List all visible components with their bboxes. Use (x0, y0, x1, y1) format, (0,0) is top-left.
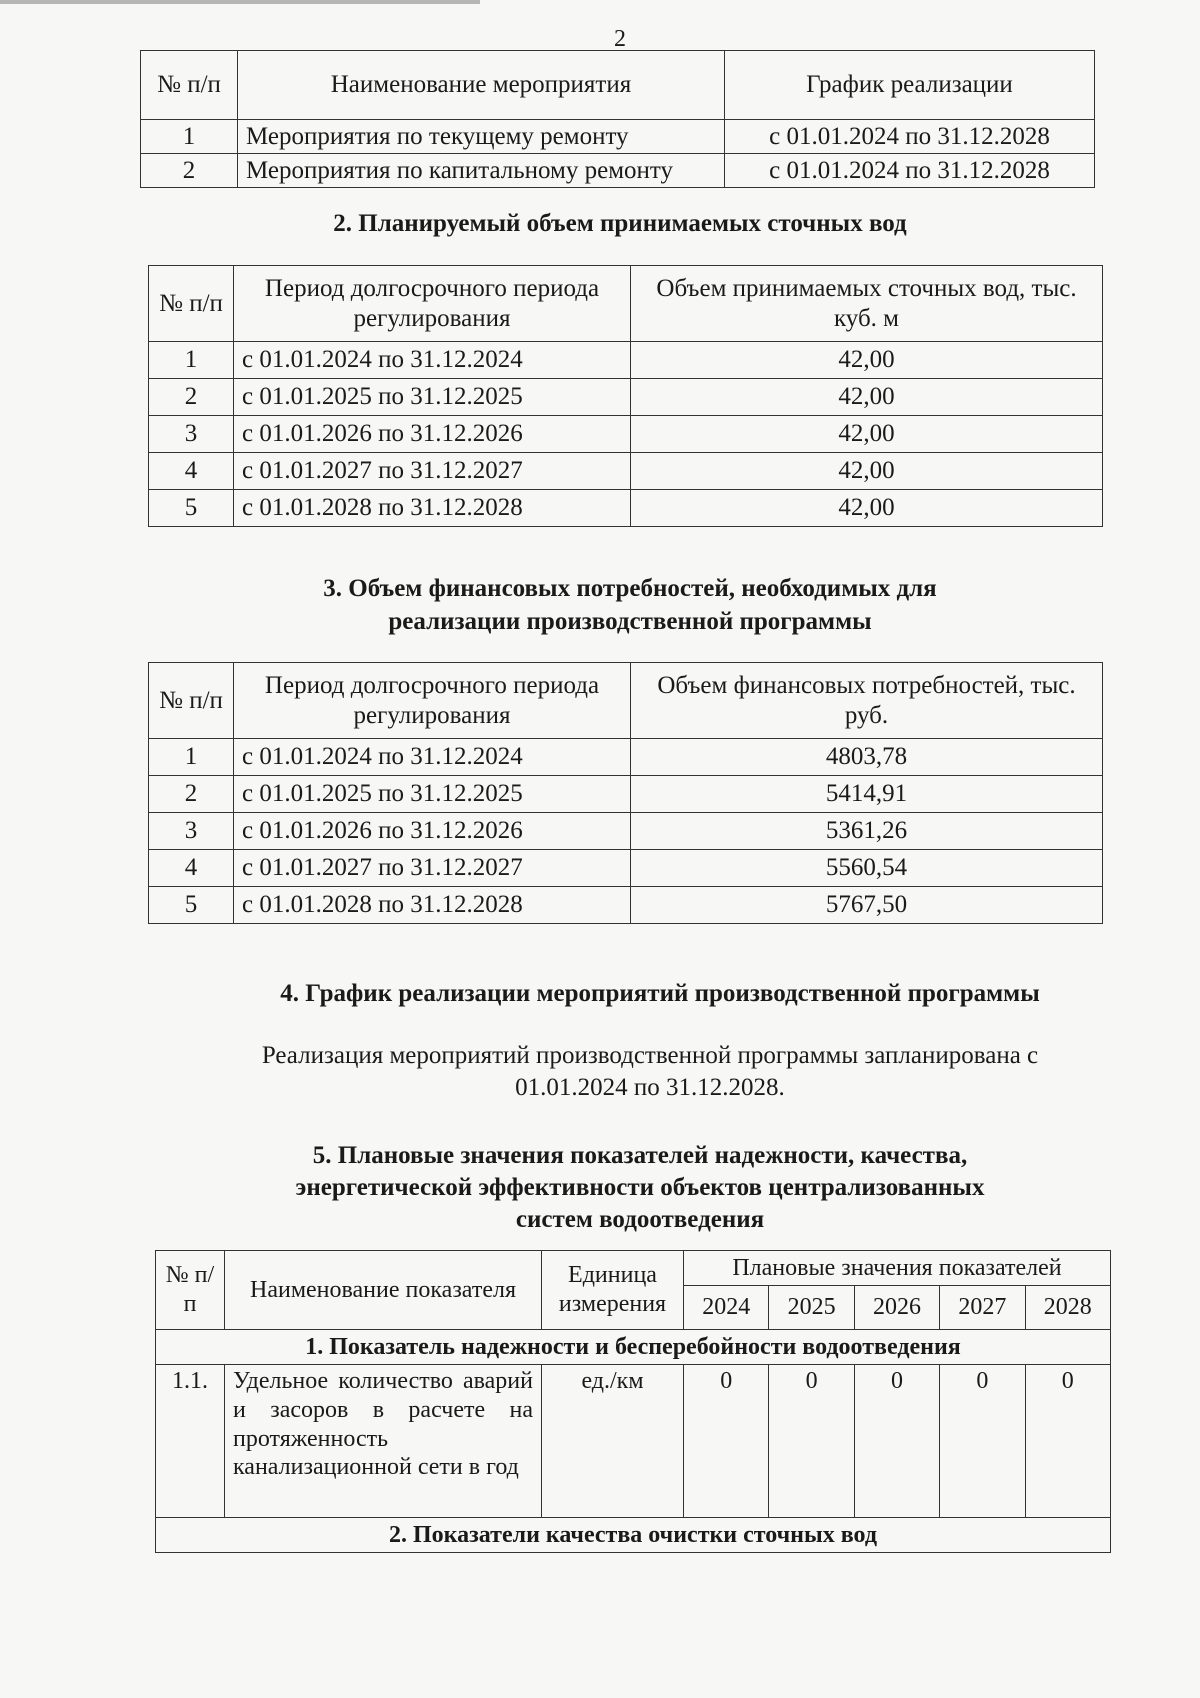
table-row (149, 813, 1103, 850)
header-num: № п/п (149, 266, 234, 342)
cell-value: 0 (1025, 1365, 1111, 1518)
table-row (141, 154, 1095, 188)
cell-num: 1 (149, 739, 234, 776)
cell-value: 0 (684, 1365, 769, 1518)
cell-unit: ед./км (542, 1365, 684, 1518)
cell-finance: 5361,26 (631, 813, 1103, 850)
cell-period: с 01.01.2024 по 31.12.2024 (234, 739, 631, 776)
cell-num: 2 (149, 379, 234, 416)
header-num: № п/п (156, 1251, 225, 1330)
table-row (156, 1365, 1111, 1518)
cell-value: 0 (940, 1365, 1025, 1518)
table-row (141, 120, 1095, 154)
cell-period: с 01.01.2025 по 31.12.2025 (234, 776, 631, 813)
cell-num: 2 (141, 154, 238, 188)
header-indicator-name: Наименование показателя (225, 1251, 542, 1330)
header-year: 2025 (769, 1286, 854, 1330)
cell-value: 0 (854, 1365, 939, 1518)
cell-num: 4 (149, 453, 234, 490)
table-header-row (149, 663, 1103, 739)
header-num: № п/п (141, 51, 238, 120)
section-row (156, 1330, 1111, 1365)
financial-needs-table (148, 662, 1103, 924)
group1-title: 1. Показатель надежности и бесперебойности водоотведения (156, 1330, 1111, 1365)
table-row (149, 776, 1103, 813)
cell-finance: 5414,91 (631, 776, 1103, 813)
cell-period: с 01.01.2028 по 31.12.2028 (234, 490, 631, 527)
cell-finance: 4803,78 (631, 739, 1103, 776)
cell-volume: 42,00 (631, 416, 1103, 453)
section5-title-line3: систем водоотведения (515, 1206, 765, 1233)
header-year: 2027 (940, 1286, 1025, 1330)
cell-num: 3 (149, 416, 234, 453)
scan-edge (0, 0, 480, 4)
cell-period: с 01.01.2028 по 31.12.2028 (234, 887, 631, 924)
wastewater-volume-table (148, 265, 1103, 527)
section3-title-line2: реализации производственной программы (388, 608, 872, 635)
section3-title-line1: 3. Объем финансовых потребностей, необходимых для (323, 575, 937, 602)
cell-name: Мероприятия по капитальному ремонту (238, 154, 725, 188)
table-row (149, 416, 1103, 453)
cell-volume: 42,00 (631, 379, 1103, 416)
cell-num: 5 (149, 490, 234, 527)
section4-text-line2: 01.01.2024 по 31.12.2028. (515, 1074, 785, 1101)
header-name: Наименование мероприятия (238, 51, 725, 120)
table-row (149, 739, 1103, 776)
table-header-row (141, 51, 1095, 120)
cell-schedule: с 01.01.2024 по 31.12.2028 (725, 154, 1095, 188)
cell-finance: 5560,54 (631, 850, 1103, 887)
cell-period: с 01.01.2025 по 31.12.2025 (234, 379, 631, 416)
section4-text-line1: Реализация мероприятий производственной программы запланирована с (261, 1042, 1039, 1069)
cell-num: 2 (149, 776, 234, 813)
indicators-table (155, 1250, 1111, 1553)
cell-num: 3 (149, 813, 234, 850)
cell-volume: 42,00 (631, 342, 1103, 379)
cell-schedule: с 01.01.2024 по 31.12.2028 (725, 120, 1095, 154)
header-plan-values: Плановые значения показателей (684, 1251, 1111, 1286)
events-table (140, 50, 1095, 188)
header-num: № п/п (149, 663, 234, 739)
cell-num: 5 (149, 887, 234, 924)
header-period: Период долгосрочного периода регулирования (234, 663, 631, 739)
cell-volume: 42,00 (631, 490, 1103, 527)
header-volume: Объем принимаемых сточных вод, тыс. куб. м (631, 266, 1103, 342)
cell-num: 1 (141, 120, 238, 154)
cell-period: с 01.01.2026 по 31.12.2026 (234, 416, 631, 453)
section5-title-line2: энергетической эффективности объектов централизованных (295, 1174, 985, 1201)
page-number: 2 (614, 26, 626, 52)
table-row (149, 453, 1103, 490)
table-row (149, 887, 1103, 924)
section5-title-line1: 5. Плановые значения показателей надежности, качества, (312, 1142, 968, 1169)
table-row (149, 490, 1103, 527)
cell-value: 0 (769, 1365, 854, 1518)
table-row (149, 850, 1103, 887)
cell-num: 4 (149, 850, 234, 887)
section-row (156, 1518, 1111, 1553)
header-finance: Объем финансовых потребностей, тыс. руб. (631, 663, 1103, 739)
cell-indicator-name: Удельное количество аварий и засоров в расчете на протяженность канализационной сети в год (225, 1365, 542, 1518)
cell-period: с 01.01.2027 по 31.12.2027 (234, 850, 631, 887)
section4-title: 4. График реализации мероприятий производственной программы (280, 980, 1040, 1007)
header-unit: Единица измерения (542, 1251, 684, 1330)
cell-period: с 01.01.2026 по 31.12.2026 (234, 813, 631, 850)
table-row (149, 342, 1103, 379)
table-row (149, 379, 1103, 416)
cell-period: с 01.01.2027 по 31.12.2027 (234, 453, 631, 490)
header-schedule: График реализации (725, 51, 1095, 120)
section2-title: 2. Планируемый объем принимаемых сточных вод (333, 210, 907, 237)
header-period: Период долгосрочного периода регулирования (234, 266, 631, 342)
table-header-row (156, 1251, 1111, 1286)
cell-num: 1.1. (156, 1365, 225, 1518)
cell-num: 1 (149, 342, 234, 379)
cell-finance: 5767,50 (631, 887, 1103, 924)
table-header-row (149, 266, 1103, 342)
header-year: 2026 (854, 1286, 939, 1330)
group2-title: 2. Показатели качества очистки сточных вод (156, 1518, 1111, 1553)
cell-name: Мероприятия по текущему ремонту (238, 120, 725, 154)
cell-volume: 42,00 (631, 453, 1103, 490)
cell-period: с 01.01.2024 по 31.12.2024 (234, 342, 631, 379)
header-year: 2028 (1025, 1286, 1111, 1330)
header-year: 2024 (684, 1286, 769, 1330)
